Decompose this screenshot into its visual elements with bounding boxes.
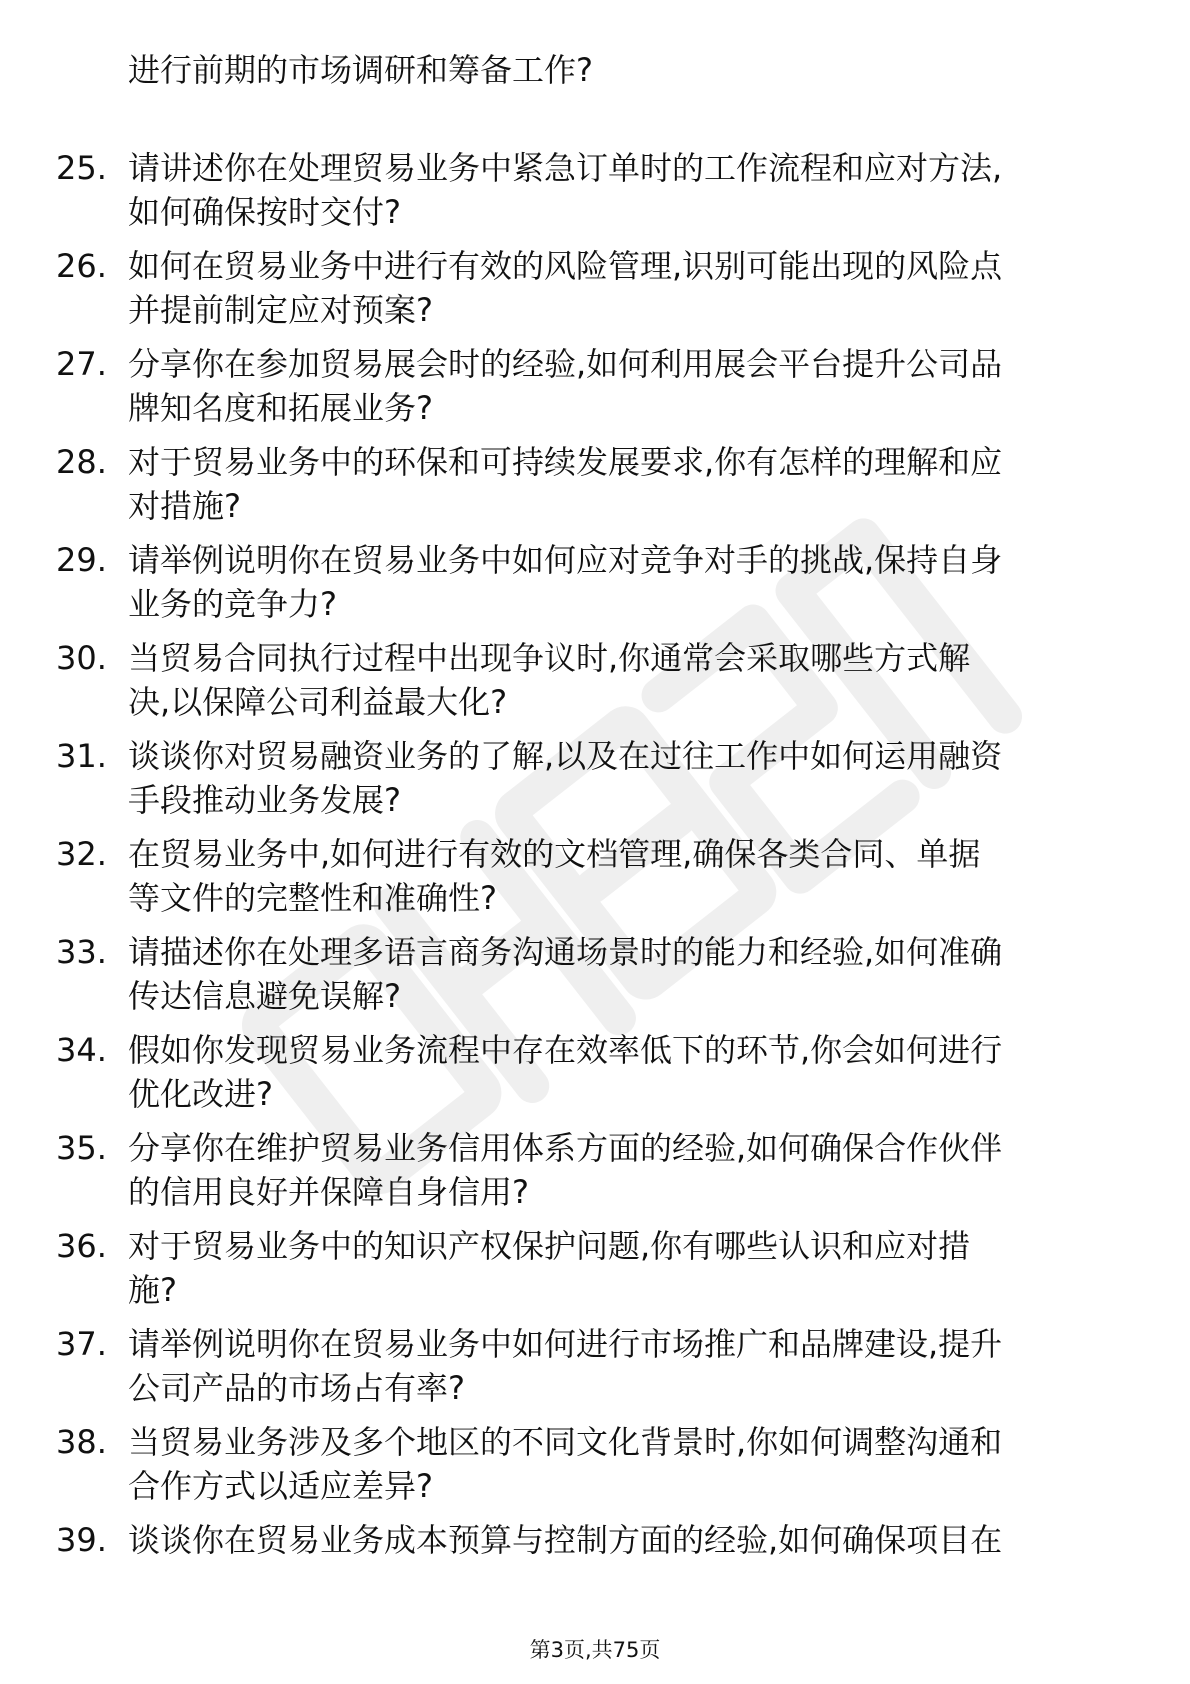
question-text: 决,以保障公司利益最大化? <box>128 683 508 721</box>
question-number: 34. <box>56 1031 107 1069</box>
question-number: 30. <box>56 639 107 677</box>
question-number: 25. <box>56 149 107 187</box>
question-number: 37. <box>56 1325 107 1363</box>
question-text: 手段推动业务发展? <box>128 781 401 819</box>
question-text: 业务的竞争力? <box>128 585 337 623</box>
question-text: 请举例说明你在贸易业务中如何应对竞争对手的挑战,保持自身 <box>128 541 1003 579</box>
question-text: 谈谈你对贸易融资业务的了解,以及在过往工作中如何运用融资 <box>128 737 1003 775</box>
question-number: 29. <box>56 541 107 579</box>
question-text: 分享你在参加贸易展会时的经验,如何利用展会平台提升公司品 <box>128 345 1003 383</box>
question-text: 当贸易合同执行过程中出现争议时,你通常会采取哪些方式解 <box>128 639 971 677</box>
question-text: 当贸易业务涉及多个地区的不同文化背景时,你如何调整沟通和 <box>128 1423 1003 1461</box>
question-text: 对措施? <box>128 487 241 525</box>
question-number: 33. <box>56 933 107 971</box>
page-footer: 第3页,共75页 <box>529 1638 661 1662</box>
question-text: 如何在贸易业务中进行有效的风险管理,识别可能出现的风险点 <box>128 247 1003 285</box>
question-number: 36. <box>56 1227 107 1265</box>
question-number: 35. <box>56 1129 107 1167</box>
question-text: 分享你在维护贸易业务信用体系方面的经验,如何确保合作伙伴 <box>128 1129 1003 1167</box>
question-text: 假如你发现贸易业务流程中存在效率低下的环节,你会如何进行 <box>128 1031 1003 1069</box>
question-text: 在贸易业务中,如何进行有效的文档管理,确保各类合同、单据 <box>128 835 981 873</box>
question-text: 的信用良好并保障自身信用? <box>128 1173 529 1211</box>
question-text: 传达信息避免误解? <box>128 977 401 1015</box>
question-number: 27. <box>56 345 107 383</box>
question-number: 39. <box>56 1521 107 1559</box>
question-text: 施? <box>128 1271 177 1309</box>
question-text: 等文件的完整性和准确性? <box>128 879 497 917</box>
question-text: 公司产品的市场占有率? <box>128 1369 465 1407</box>
question-text: 合作方式以适应差异? <box>128 1467 433 1505</box>
question-number: 38. <box>56 1423 107 1461</box>
question-text: 牌知名度和拓展业务? <box>128 389 433 427</box>
question-text: 如何确保按时交付? <box>128 193 401 231</box>
question-text: 请举例说明你在贸易业务中如何进行市场推广和品牌建设,提升 <box>128 1325 1003 1363</box>
question-text: 优化改进? <box>128 1075 273 1113</box>
question-number: 32. <box>56 835 107 873</box>
question-text: 并提前制定应对预案? <box>128 291 433 329</box>
question-text: 谈谈你在贸易业务成本预算与控制方面的经验,如何确保项目在 <box>128 1521 1003 1559</box>
question-number: 31. <box>56 737 107 775</box>
question-number: 26. <box>56 247 107 285</box>
question-text: 请讲述你在处理贸易业务中紧急订单时的工作流程和应对方法, <box>128 149 1003 187</box>
continuation-text: 进行前期的市场调研和筹备工作? <box>128 51 593 89</box>
question-number: 28. <box>56 443 107 481</box>
question-text: 对于贸易业务中的知识产权保护问题,你有哪些认识和应对措 <box>128 1227 971 1265</box>
question-text: 对于贸易业务中的环保和可持续发展要求,你有怎样的理解和应 <box>128 443 1003 481</box>
question-text: 请描述你在处理多语言商务沟通场景时的能力和经验,如何准确 <box>128 933 1003 971</box>
